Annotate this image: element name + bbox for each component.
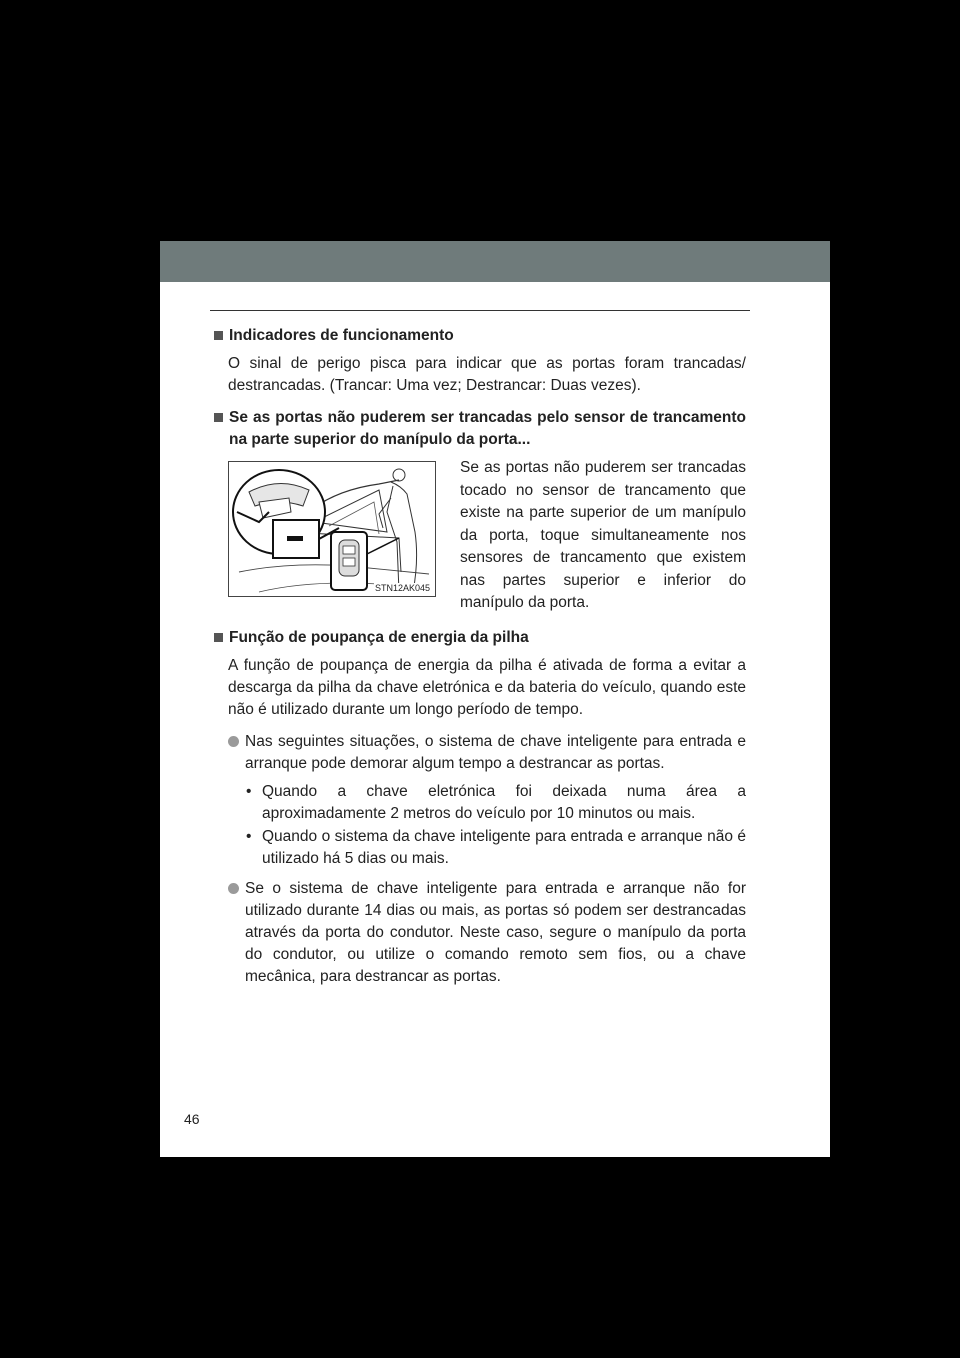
square-bullet-icon	[214, 413, 223, 422]
sub-item: • Quando o sistema da chave inteligente para entrada e arranque não é utilizado há 5 dias ou mais.	[246, 827, 746, 867]
square-bullet-icon	[214, 331, 223, 340]
section-heading-lock-sensor: Se as portas não puderem ser trancadas pelo sensor de trancamento na parte superior do manípulo da porta...	[214, 407, 746, 451]
square-bullet-icon	[214, 633, 223, 642]
section-heading-indicators: Indicadores de funcionamento	[214, 325, 746, 347]
manual-page	[160, 241, 830, 1157]
indicators-text: O sinal de perigo pisca para indicar que as portas foram trancadas/ destrancadas. (Trancar: Uma vez; Destrancar: Duas vezes).	[228, 355, 746, 394]
car-door-sensor-drawing	[229, 462, 435, 596]
lock-sensor-text: Se as portas não puderem ser trancadas tocado no sensor de trancamento que existe na parte superior de um manípulo da porta, toque simultaneamente nos sensores de trancamento que existem nas partes superior e inferior do manípulo da porta.	[460, 459, 746, 611]
section-heading-battery-saving: Função de poupança de energia da pilha	[214, 627, 746, 649]
battery-bullet-2: Se o sistema de chave inteligente para entrada e arranque não for utilizado durante 14 dias ou mais, as portas só podem ser destrancadas através da porta do condutor. Neste caso, segure o manípulo da porta do condutor, ou utilize o comando remoto sem fios, ou a chave mecânica, para destrancar as portas.	[228, 878, 746, 988]
page-content	[214, 325, 746, 994]
sub-list	[246, 781, 746, 870]
door-handle-illustration	[228, 461, 436, 597]
battery-bullet-1: Nas seguintes situações, o sistema de chave inteligente para entrada e arranque pode demorar algum tempo a destrancar as portas.	[228, 731, 746, 775]
page-number: 46	[184, 1111, 200, 1127]
figure-row	[228, 457, 746, 615]
figure-code: STN12AK045	[374, 583, 430, 593]
battery-saving-text: A função de poupança de energia da pilha é ativada de forma a evitar a descarga da pilha da chave eletrónica e da bateria do veículo, quando este não é utilizado durante um longo período de tempo.	[228, 656, 746, 718]
sub-item: • Quando a chave eletrónica foi deixada numa área a aproximadamente 2 metros do veículo por 10 minutos ou mais.	[246, 782, 746, 822]
round-bullet-icon	[228, 883, 239, 894]
round-bullet-icon	[228, 736, 239, 747]
header-rule	[210, 310, 750, 311]
header-band	[160, 241, 830, 282]
